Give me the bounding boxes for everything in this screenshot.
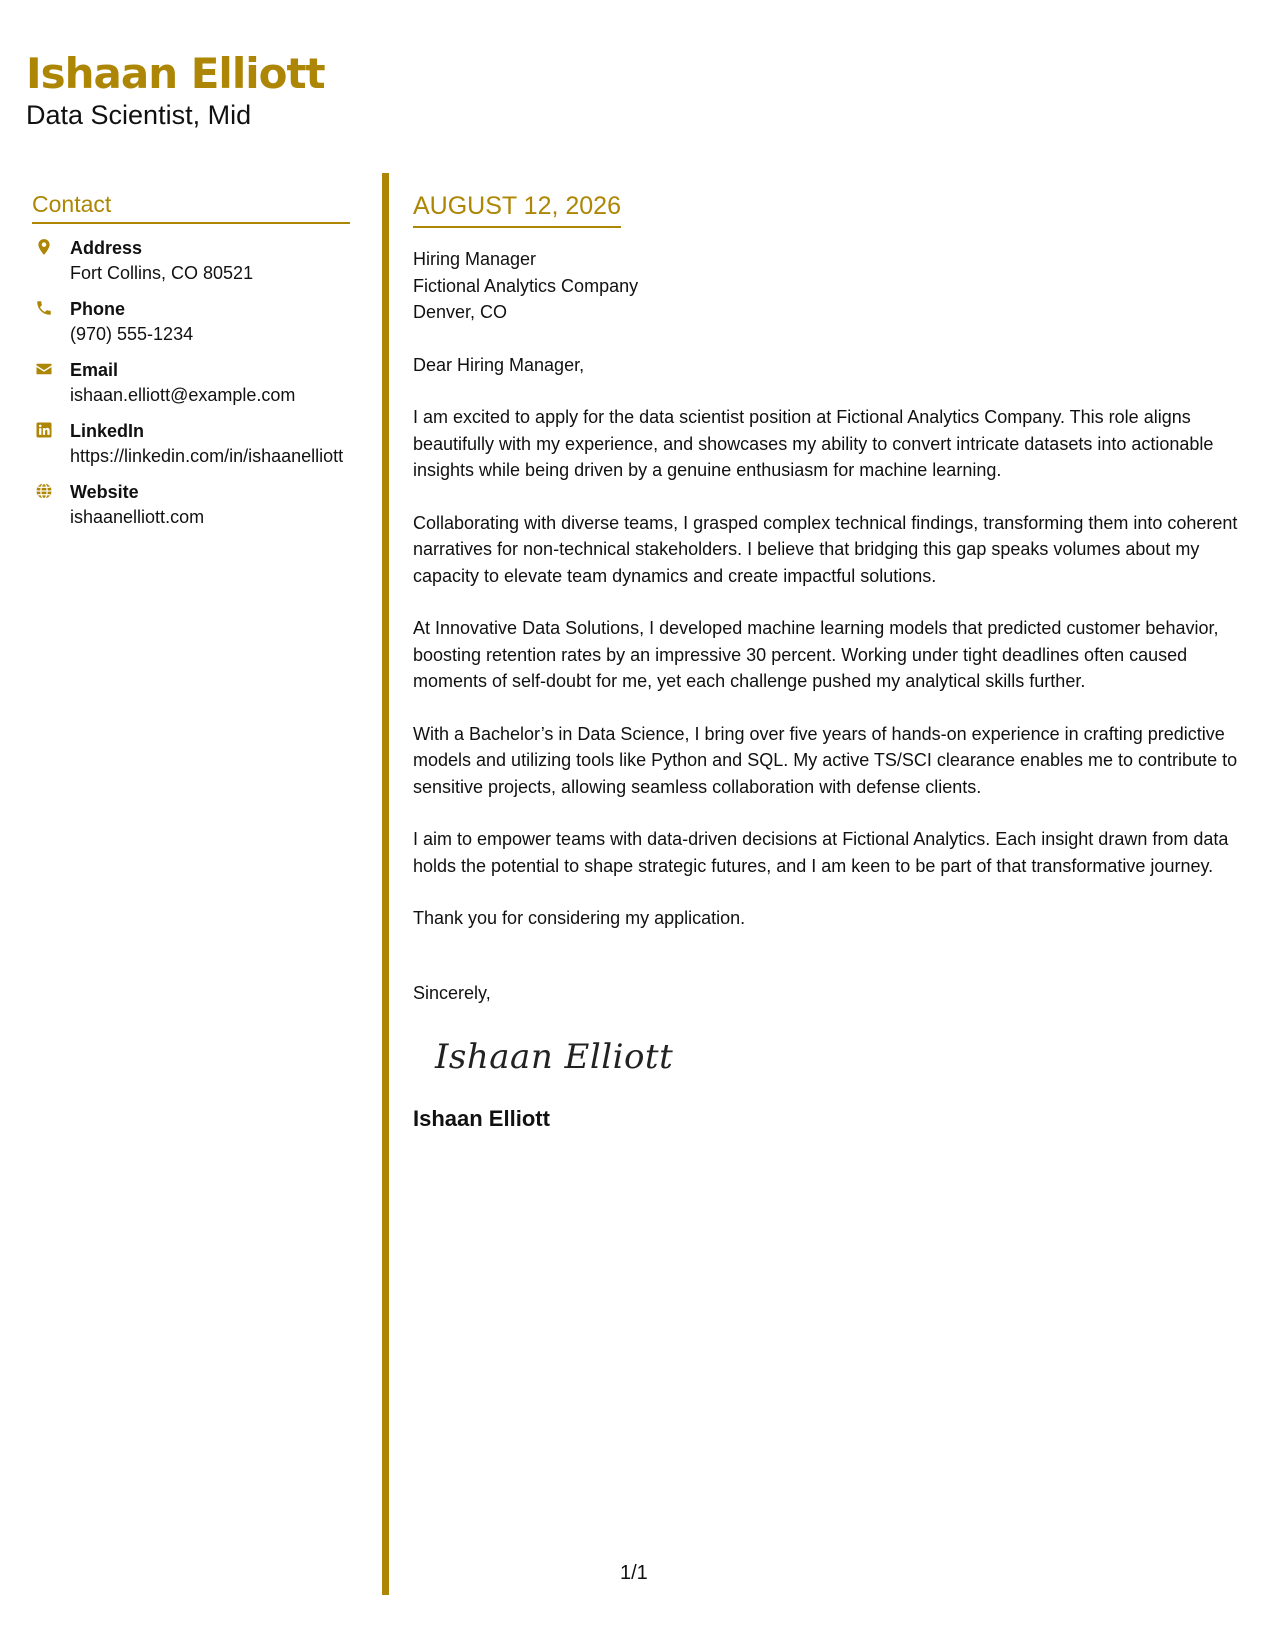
handwritten-signature: Ishaan Elliott xyxy=(435,1037,674,1077)
body-paragraph: Thank you for considering my application. xyxy=(413,908,746,928)
contact-linkedin xyxy=(32,419,350,469)
contact-value: (970) 555-1234 xyxy=(70,324,194,344)
recipient-line: Hiring Manager xyxy=(413,249,537,269)
contact-label: Website xyxy=(70,482,139,502)
recipient-line: Fictional Analytics Company xyxy=(413,275,639,296)
envelope-icon xyxy=(32,358,70,408)
signer-name: Ishaan Elliott xyxy=(413,1106,550,1131)
body-paragraph: Collaborating with diverse teams, I grasped complex technical findings, transforming them into coherent narratives for non-technical stakeholders. I believe that bridging this gap speaks volumes about my capacity to elevate team dynamics and create impactful solutions. xyxy=(413,512,1238,586)
contact-value: ishaan.elliott@example.com xyxy=(70,385,296,405)
phone-icon xyxy=(32,297,70,347)
contact-email xyxy=(32,358,350,408)
closing: Sincerely, xyxy=(413,982,491,1003)
map-pin-icon xyxy=(32,236,70,286)
body-paragraph: With a Bachelor’s in Data Science, I bring over five years of hands-on experience in crafting predictive models and utilizing tools like Python and SQL. My active TS/SCI clearance enables me to contribute to sensitive projects, allowing seamless collaboration with defense clients. xyxy=(413,723,1238,797)
contact-sidebar xyxy=(32,190,350,541)
body-paragraph: I aim to empower teams with data-driven decisions at Fictional Analytics. Each insight drawn from data holds the potential to shape strategic futures, and I am keen to be part of that transformative journey. xyxy=(413,829,1229,876)
job-title: Data Scientist, Mid xyxy=(26,100,252,130)
header xyxy=(26,48,325,132)
contact-phone xyxy=(32,297,350,347)
body-paragraph: At Innovative Data Solutions, I developed machine learning models that predicted customer behavior, boosting retention rates by an impressive 30 percent. Working under tight deadlines often caused moments of self-doubt for me, yet each challenge pushed my analytical skills further. xyxy=(413,618,1219,691)
body-paragraph: I am excited to apply for the data scientist position at Fictional Analytics Company. This role aligns beautifully with my experience, and showcases my ability to convert intricate datasets into actionable insights while being driven by a genuine enthusiasm for machine learning. xyxy=(413,407,1214,480)
vertical-divider xyxy=(382,173,389,1595)
recipient-block xyxy=(413,246,1253,326)
contact-website xyxy=(32,480,350,530)
globe-icon xyxy=(32,480,70,530)
contact-value: Fort Collins, CO 80521 xyxy=(70,263,254,283)
linkedin-icon xyxy=(32,419,70,469)
applicant-name: Ishaan Elliott xyxy=(26,49,325,98)
contact-list xyxy=(32,236,350,530)
contact-label: Email xyxy=(70,360,119,380)
letter-body xyxy=(413,190,1253,1134)
page-number: 1/1 xyxy=(620,1562,648,1584)
contact-label: LinkedIn xyxy=(70,421,145,441)
contact-heading: Contact xyxy=(32,190,350,224)
contact-label: Phone xyxy=(70,299,126,319)
letter-date: AUGUST 12, 2026 xyxy=(413,190,621,228)
contact-value[interactable]: https://linkedin.com/in/ishaanelliott xyxy=(70,446,344,466)
recipient-line: Denver, CO xyxy=(413,302,508,322)
greeting: Dear Hiring Manager, xyxy=(413,354,585,375)
contact-label: Address xyxy=(70,238,143,258)
contact-address xyxy=(32,236,350,286)
contact-value[interactable]: ishaanelliott.com xyxy=(70,507,205,527)
